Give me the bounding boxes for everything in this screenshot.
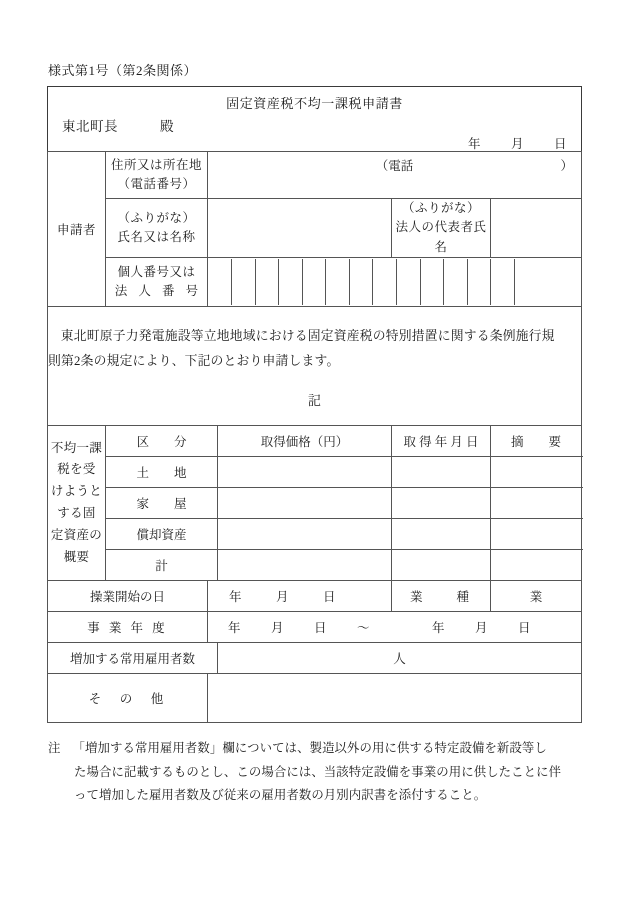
- body-block: [48, 307, 582, 426]
- name-input-cell[interactable]: [208, 199, 392, 258]
- number-grid-row: [208, 259, 581, 305]
- title-block: [48, 87, 582, 152]
- address-label-line2: （電話番号）: [117, 177, 196, 191]
- employees-input-cell[interactable]: [218, 643, 582, 674]
- start-date-year-label: 年: [228, 590, 242, 605]
- employees-row: [48, 643, 582, 674]
- page-title: 固定資産税不均一課税申請書: [226, 96, 403, 111]
- property-side-label: [48, 426, 106, 581]
- property-price-building[interactable]: [218, 488, 392, 519]
- property-side-label-line2: けようとする固: [50, 484, 103, 521]
- property-remarks-land[interactable]: [491, 457, 582, 488]
- property-header-remarks: 摘 要: [491, 426, 582, 457]
- property-row-building: [48, 488, 582, 519]
- employees-label: 増加する常用雇用者数: [48, 643, 218, 674]
- property-header-row: [48, 426, 582, 457]
- number-cell-wide[interactable]: [515, 259, 582, 305]
- name-furigana-label: （ふりがな）: [117, 210, 196, 225]
- applicant-number-row: [48, 258, 582, 307]
- addressee: [62, 115, 174, 135]
- property-date-depreciable[interactable]: [392, 519, 491, 550]
- property-date-total[interactable]: [392, 550, 491, 581]
- rep-name-label: [392, 199, 491, 258]
- number-label-line2: 法 人 番 号: [114, 284, 203, 299]
- property-header-price: 取得価格（円）: [218, 426, 392, 457]
- property-price-depreciable[interactable]: [218, 519, 392, 550]
- number-grid-cell: [208, 258, 582, 307]
- start-date-month-label: 月: [275, 590, 289, 605]
- fiscal-year-input-cell[interactable]: [208, 612, 582, 643]
- body-line-1: 東北町原子力発電施設等立地地域における固定資産税の特別措置に関する条例施行規: [60, 328, 555, 343]
- property-date-building[interactable]: [392, 488, 491, 519]
- fy-from-year-label: 年: [227, 621, 241, 636]
- body-paragraph: [48, 324, 581, 374]
- start-date-label: 操業開始の日: [48, 581, 208, 612]
- name-label-text: 氏名又は名称: [117, 230, 196, 245]
- name-label: [106, 199, 208, 258]
- applicant-section-label: 申請者: [48, 152, 106, 307]
- property-category-total: 計: [106, 550, 218, 581]
- addressee-honorific: 殿: [160, 119, 174, 134]
- other-input-cell[interactable]: [208, 674, 582, 723]
- fy-from-month-label: 月: [270, 621, 284, 636]
- property-price-land[interactable]: [218, 457, 392, 488]
- property-category-land: 土 地: [106, 457, 218, 488]
- telephone-group: [208, 152, 581, 198]
- number-cell[interactable]: [467, 259, 491, 305]
- fy-to-month-label: 月: [475, 621, 489, 636]
- address-label: [106, 152, 208, 199]
- note-mark: 注: [48, 741, 61, 755]
- footer-note: [48, 737, 588, 808]
- addressee-name: 東北町長: [62, 119, 118, 134]
- number-cell[interactable]: [420, 259, 444, 305]
- property-remarks-building[interactable]: [491, 488, 582, 519]
- number-cell[interactable]: [255, 259, 279, 305]
- property-price-total[interactable]: [218, 550, 392, 581]
- number-label-line1: 個人番号又は: [117, 264, 196, 279]
- property-header-category: 区 分: [106, 426, 218, 457]
- number-cell[interactable]: [444, 259, 468, 305]
- fy-to-day-label: 日: [518, 621, 532, 636]
- applicant-name-row: [48, 199, 582, 258]
- property-row-land: [48, 457, 582, 488]
- number-cell[interactable]: [326, 259, 350, 305]
- note-text-1: 「増加する常用雇用者数」欄については、製造以外の用に供する特定設備を新設等し: [72, 741, 547, 755]
- number-cell[interactable]: [491, 259, 515, 305]
- fy-tilde: 〜: [356, 621, 370, 636]
- date-line: [438, 134, 567, 152]
- telephone-close-label: ）: [560, 159, 573, 173]
- note-line-3: って増加した雇用者数及び従来の雇用者数の月別内訳書を添付すること。: [74, 788, 487, 803]
- other-row: [48, 674, 582, 723]
- start-date-row: [48, 581, 582, 612]
- property-remarks-total[interactable]: [491, 550, 582, 581]
- ki-marker: 記: [307, 392, 321, 408]
- start-date-day-label: 日: [323, 590, 337, 605]
- number-cell[interactable]: [302, 259, 326, 305]
- property-row-depreciable: [48, 519, 582, 550]
- date-month-label: 月: [510, 137, 524, 151]
- fy-to-year-label: 年: [432, 621, 446, 636]
- fiscal-year-label: 事 業 年 度: [48, 612, 208, 643]
- property-remarks-depreciable[interactable]: [491, 519, 582, 550]
- property-date-land[interactable]: [392, 457, 491, 488]
- note-line-2: た場合に記載するものとし、この場合には、当該特定設備を事業の用に供したことに伴: [74, 764, 562, 779]
- number-cell[interactable]: [397, 259, 421, 305]
- number-label: [106, 258, 208, 307]
- title-row: [48, 87, 582, 152]
- property-category-building: 家 屋: [106, 488, 218, 519]
- main-form-table: [47, 86, 582, 723]
- body-line-2: 則第2条の規定により、下記のとおり申請します。: [48, 353, 340, 368]
- applicant-address-row: [48, 152, 582, 199]
- number-grid: [208, 259, 581, 305]
- employees-unit: 人: [393, 652, 406, 667]
- date-day-label: 日: [553, 137, 567, 151]
- fiscal-year-row: [48, 612, 582, 643]
- industry-input-cell[interactable]: [491, 581, 582, 612]
- rep-name-label-text: 法人の代表者氏名: [395, 220, 487, 254]
- address-label-line1: 住所又は所在地: [110, 157, 202, 172]
- number-cell[interactable]: [279, 259, 303, 305]
- telephone-open-label: （電話: [375, 159, 414, 173]
- note-line-1: [48, 737, 588, 761]
- rep-furigana-label: （ふりがな）: [401, 201, 480, 215]
- number-cell[interactable]: [208, 259, 232, 305]
- date-year-label: 年: [467, 137, 481, 151]
- industry-suffix: 業: [529, 590, 543, 605]
- property-side-label-line1: 不均一課税を受: [50, 440, 103, 477]
- start-date-input-cell[interactable]: [208, 581, 392, 612]
- body-paragraph-row: [48, 307, 582, 426]
- industry-label: 業 種: [392, 581, 491, 612]
- property-category-depreciable: 償却資産: [106, 519, 218, 550]
- property-side-label-line3: 定資産の概要: [50, 528, 103, 564]
- address-input-cell[interactable]: [208, 152, 582, 199]
- form-number: 様式第1号（第2条関係）: [48, 63, 198, 78]
- fy-from-day-label: 日: [313, 621, 327, 636]
- number-cell[interactable]: [373, 259, 397, 305]
- property-header-date: 取 得 年 月 日: [392, 426, 491, 457]
- number-cell[interactable]: [349, 259, 373, 305]
- rep-name-input-cell[interactable]: [491, 199, 582, 258]
- number-cell[interactable]: [232, 259, 256, 305]
- other-label: そ の 他: [48, 674, 208, 723]
- property-row-total: [48, 550, 582, 581]
